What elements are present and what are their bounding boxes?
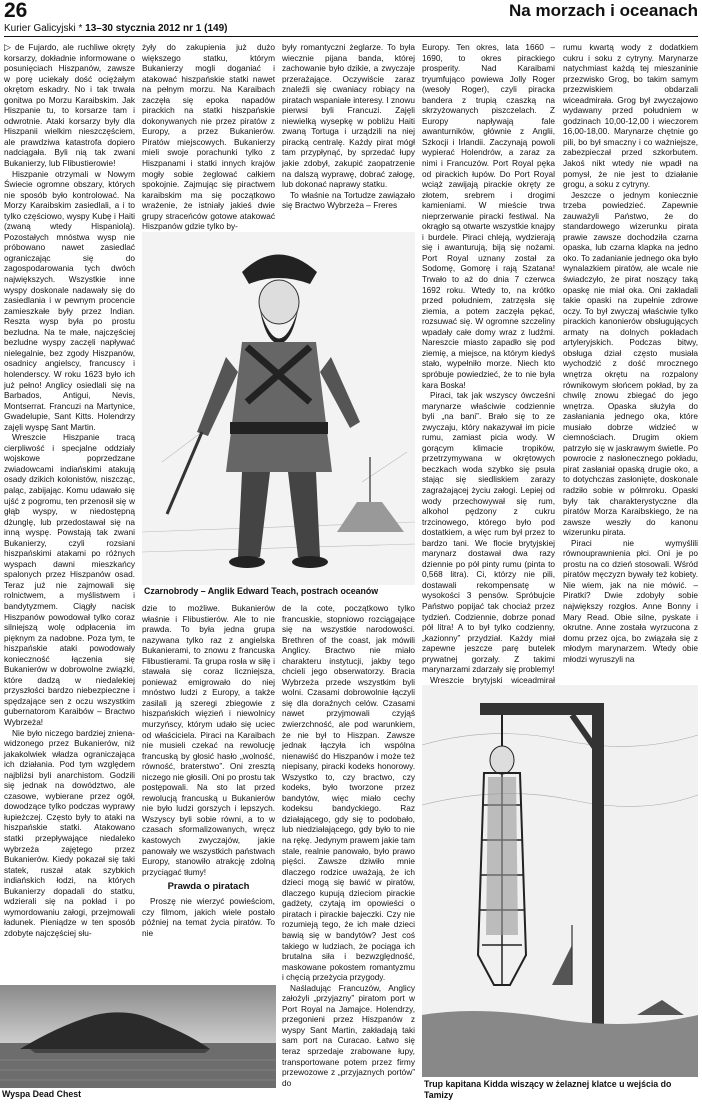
- article-paragraph: Piraci nie wymyślili równouprawnienia płci. Oni je po prostu na co dzień stosowali. Wśród piratów męczyzn bywały też kobiety. Nie wiem, jak na nie mówić. – Piratki? Dwie zdobyły sobie największy rozgłos. Anne Bonny i Mary Read. Obie silne, pyskate i okrutne. Anne została wyrzucona z domu przez ojca, bo związała się z młodym marynarzem. Wtedy obie młodzi wyruszyli na: [563, 537, 698, 664]
- publication-line: [4, 23, 227, 35]
- article-paragraph: Naśladując Francuzów, Anglicy założyli „przyjazny” piratom port w Port Royal na Jamajce. Holendrzy, przegonieni przez Hiszpanów z wyspy Sant Martin, zakładają taki sam port na Curacao. Łatwo się teraz sprzedaje zrabowane łupy, transportowane potem przez firmy przewozowe z „przyjaznych portów” do: [282, 982, 415, 1088]
- article-paragraph: dzie to możliwe. Bukanierów właśnie i Flibustierów. Ale to nie prawda. To była jedna grupa nazywana tylko raz z angielska Bukanierami, to znowu z francuska Flibustierami. Ta grupa rosła w siłę i stawała się coraz liczniejsza, ponieważ emigrowało do niej mnóstwo ludzi z Europy, a także zasilali ją szeregi zbiegowie z hiszpańskich więzień i niewolnicy murzyńscy, którym udało się uciec od właściciela. Piraci na Karaibach nie musieli czekać na rewolucję francuską by głosić hasło „wolność, równość, braterstwo”. Oni zresztą niczego nie głosili. Oni po prostu tak postępowali. Na sto lat przed rewolucją francuską u Bukanierów nie było ludzi gorszych i lepszych. Wszyscy byli sobie równi, a to w czasach sformalizowanych, wręcz kastowych zwyczajów, jakie panowały we wszystkich państwach Europy, stanowiło atrakcję zdolną przyciągać tłumy!: [142, 603, 275, 877]
- article-paragraph: żyły do zakupienia już dużo większego statku, którym Bukanierzy mogli doganiać i atakować hiszpańskie statki nawet na pełnym morzu. Na Karaibach zaczęła się epoka napadów pirackich na statki hiszpańskie dokonywanych nie przez piratów z Europy, a przez Bukanierów. Piratów miejscowych. Bukanierzy mieli swoje porachunki tylko z Hiszpanami i statki innych krajów mogły sobie żeglować całkiem spokojnie. Zajmując się piractwem karaibskim ma się początkowo wrażenie, że istniały jakieś dwie grupy straceńców gotowe atakować Hiszpanów gdzie tylko by-: [142, 42, 275, 232]
- header-rule: [4, 36, 698, 37]
- article-paragraph: [4, 42, 135, 169]
- article-paragraph: Wreszcie Hiszpanie tracą cierpliwość i specjalne oddziały wojskowe poprzedzane zwiadowcami indiańskimi atakują osady dzikich kolonistów, niszcząc, paląc, zabijając. Komu udawało się ujść z pogromu, ten przenosił się w głąb wyspy, w niedostępną dżunglę, lub przedostawał się na inną wyspę. Powstają tak zwani Bukanierzy, czyli rozsiani hiszpańskimi atakami po różnych wyspach dawni mieszkańcy spalonych przez Hiszpanów osad. Teraz już nie zajmowali się rolnictwem, a myślistwem i bandytyzmem. Ciągły nacisk Hiszpanów powodował tylko coraz silniejszą wolę odpłacenia im pięknym za nadobne. Poza tym, te hiszpańskie ataki powodowały konieczność łączenia się Bukanierów w dobrowolne związki, które dadzą w niedalekiej przyszłości bardzo niebezpieczne i spędzające sen z oczu wszystkim gubernatorom Karaibów – Bractwo Wybrzeża!: [4, 432, 135, 727]
- publication-name: Kurier Galicyjski: [4, 23, 76, 34]
- island-caption: Wyspa Dead Chest: [2, 1089, 82, 1099]
- article-column-3-bottom: [282, 603, 415, 1100]
- article-paragraph: Jeszcze o jednym koniecznie trzeba powiedzieć. Zapewnie zauważyli Państwo, że do standardowego wizerunku pirata prawie zawsze dochodziła czarna opaska, lub czarna klapka na jedno oko. To zadanianie jednego oka było wynalazkiem piratów, ale wcale nie świadczyło, że pirat noszący taką opaskę nie miał oka. Oni zakładali takie opaski na zupełnie zdrowe oczy. To był zwyczaj właściwie tylko pirackich kanonierów obsługujących armaty na dolnych pokładach artyleryjskich. Podczas bitwy, obsługa dział często musiała wychodzić z dość mrocznego wnętrza okrętu na rozpalony równikowym słońcem pokład, by za chwilę znowu zbiegać do jego wnętrza. Opaska służyła do zasłaniania jednego oka, które musiało dobrze widzieć w ciemnościach. Drugim okiem patrzyło się w jaskrawym świetle. Po powrocie z nasłonecznego pokładu, pirat zasłaniał opaską drugie oko, a to dotychczas zasłonięte, doskonale radziło sobie w półmroku. Opaski były tak charakterystyczne dla piratów Morza Karaibskiego, że na zawsze weszły do kanonu wizerunku pirata.: [563, 189, 698, 538]
- article-paragraph: Hiszpanie otrzymali w Nowym Świecie ogromne obszary, których nie sposób było kontrolować. Na Morzy Karaibskim zasiedlali, a i to tylko częściowo, wyspy Kubę i Haiti (zwaną wtedy Hispaniolą). Pozostałych mnóstwa wysp nie próbowano nawet zasiedlać ograniczając się do zagospodarowania tych dwóch największych. Wszystkie inne wyspy doskonale nadawały się do zasiedlania i w pewnym procencie zamieszkałe były przez Indian. Reszta wysp była po prostu bezludna. Na te małe, najczęściej bezludne wyspy zaczęli napływać nielegalnie, bez zgody Hiszpanów, osadnicy angielscy, francuscy i holenderscy. W roku 1623 było ich już pełno! Anglicy osiedlali się na Barbados, Antigui, Nevis, Montserrat. Francuzi na Martynice, Gwadelupie, Sant Kitts. Holendrzy zajęli wyspę Sant Martin.: [4, 168, 135, 432]
- pirate-illustration-icon: [142, 232, 415, 585]
- kidd-caption: Trup kapitana Kidda wiszący w żelaznej klatce u wejścia do Tamizy: [424, 1079, 672, 1100]
- article-column-2-bottom: [142, 603, 275, 988]
- article-paragraph: Proszę nie wierzyć powieściom, czy filmom, jakich wiele postało później na temat życia piratów. To nie: [142, 896, 275, 938]
- blackbeard-engraving: [142, 232, 415, 585]
- article-paragraph: były romantyczni żeglarze. To była wiecznie pijana banda, której zachowanie było dzikie, a zwyczaje przerażające. Oczywiście zaraz znaleźli się cwaniacy robiący na piratach wspaniałe interesy. I znowu pierwsi byli Francuzi. Zajęli niewielką wysepkę w pobliżu Haiti zwaną Tortuga i urządzili na niej piracką centralę. Każdy pirat mógł tam przypłynąć, by sprzedać łupy jakie zdobył, zakupić zaopatrzenie na dalszą wyprawę, dobrać załogę, lub dokonać naprawy statku.: [282, 42, 415, 190]
- page-number: 26: [4, 0, 28, 22]
- article-paragraph: de la cote, początkowo tylko francuskie, stopniowo rozciągające się na wszystkie narodowości. Brethren of the coast, jak mówili Anglicy. Bractwo nie miało charakteru instytucji, jakby tego chcieli jego obserwatorzy. Bracia Wybrzeża przede wszystkim byli wolni. Czasami dobrowolnie łączyli się dla doraźnych celów. Czasami nawet przyjmowali czyjąś zwierzchność, ale pod warunkiem, że nie był to Hiszpan. Zawsze jednak łączyła ich wspólna nienawiść do Hiszpanów i może też niepisany, piracki kodeks honorowy. Wszystko to, czy bractwo, czy kodeks, było tworzone przez bandytów, więc miało cechy kodeksu bandyckiego. Raz działającego, gdy się to podobało, lub niedziałającego, gdy było to nie na rękę. Jedynym prawem jakie tam stale, realnie panowało, było prawo pięści. Zawsze dziwiło mnie dlaczego rodzice uważają, że ich dzieci mogą się bawić w piratów, dlaczego kupują dzieciom pirackie gadżety, czytają im opowieści o piratach i pirackie bajeczki. Czy nie rozumieją tego, że ich małe dzieci bawią się w bandytów? Jest coś takiego w ludziach, że pociąga ich brutalna siła i bezwzględność, maskowane pokostem romantyzmu i chęcią przeżycia przygody.: [282, 603, 415, 983]
- blackbeard-caption: Czarnobrody – Anglik Edward Teach, postrach oceanów: [144, 586, 379, 596]
- article-paragraph: To właśnie na Tortudze zawiązało się Bractwo Wybrzeża – Freres: [282, 189, 415, 211]
- article-paragraph: Nie było niczego bardziej zniena- widzonego przez Bukanierów, niż jakakolwiek władza ograniczająca ich działania. Pod tym względem najbliżsi byli anarchistom. Godzili się jednak na dowództwo, ale czasowe, wybierane przez ogół, dowodzące tylko podczas wyprawy łupieżczej. Często były to ataki na hiszpańskie statki. Atakowano statki przepływające niedaleko wybrzeża zajętego przez Bukanierów. Kiedy pokazał się taki statek, ruszał atak szybkich indiańskich łodzi, na których Bukanierzy dopadali do statku, wdzierali się na pokład i po wymordowaniu załogi, przejmowali ładunek. Pieniądze w ten sposób zdobyte najczęściej słu-: [4, 727, 135, 938]
- article-paragraph: Piraci, tak jak wszyscy ówcześni marynarze właściwie codziennie byli „na bani”. Brało się to ze zwyczaju, który nakazywał im picie rumu, zamiast picia wody. W gorącym klimacie tropików, przetrzymywana w okrętowych beczkach woda szybko się psuła stając się siedliskiem zarazy zagrażającej życiu załogi. Lepiej od wody przechowywał się rum, alkohol pędzony z cukru trzcinowego, którego było pod dostatkiem, a więc rum był przez to bardzo tani. We flocie brytyjskiej marynarz dostawał dwa razy dziennie po pół pinty rumu (pinta to 0,568 litra). Ci, którzy nie pili, dostawali rekompensatę w wysokości 3 pensów. Spróbujcie Państwo popijać tak chociaż przez tydzień. Codziennie, dobrze ponad pół litra! A to był tylko codzienny, „kazionny” przydział. Każdy miał zapewne jeszcze parę butelek prywatnej gorzały. Z takimi marynarzami zdarzały się problemy!: [422, 390, 555, 675]
- subheading: Prawda o piratach: [167, 881, 250, 893]
- island-icon: [0, 985, 276, 1088]
- article-column-4: [422, 42, 555, 685]
- gibbet-icon: [422, 685, 698, 1077]
- article-column-3-top: [282, 42, 415, 232]
- paragraph-text: de Fujardo, ale ruchliwe okręty korsarzy, dokładnie informowane o posunięciach Hiszpanów, zawsze w porę uciekały dość ociężałym okrętom eskadry. No i tak trwała gonitwa po Morzu Karaibskim. Jak Hiszpanie tu, to korsarze tam i odwrotnie. Ataki korsarzy były dla Hiszpanii wielkim nieszczęściem, ale prawdziwa katastrofa dopiero nadciągała. Byli nią tak zwani Bukanierzy, lub Flibustierowie!: [4, 42, 135, 169]
- article-paragraph: Europy. Ten okres, lata 1660 – 1690, to okres pirackiego prosperity. Nad Karaibami tryumfująco powiewa Jolly Roger (wesoły Roger), czyli piracka bandera z trupią czaszką na skrzyżowanych piszczelach. Z Europy napływają fale awanturników, głównie z Anglii, Szkocji i Irlandii. Zaczynają powoli wypierać Holendrów, a zaraz za nimi i Francuzów. Port Royal pęka od pirackich łupów. Do Port Royal wciąż zawijają pirackie okręty ze złotem, srebrem i drogimi kamieniami. W mieście trwa nieprzerwanie piracki festiwal. Na okrągło są otwarte wszystkie knajpy i burdele. Piraci chleją, wydzierają się i awanturują, biją się nożami. Port Royal uznany został za Sodomę, Gomorę i rają Szatana! Trwało to aż do dnia 7 czerwca 1692 roku. Wtedy to, na krótko przed południem, zatrzęsła się ziemia, a potem zaczęła pękać, rozsuwać się. W ogromne szczeliny wpadały całe domy wraz z ludźmi. Nareszcie miasto zapadło się pod ziemię, a miejsce, na którym kiedyś stało, wypełniło morze. Niech kto spróbuje powiedzieć, że to nie była kara Boska!: [422, 42, 555, 390]
- article-column-2-top: [142, 42, 275, 232]
- continuation-arrow-icon: ▷: [4, 42, 11, 52]
- article-paragraph: Wreszcie brytyjski wiceadmirał: [430, 674, 555, 685]
- article-paragraph: rumu kwartą wody z dodatkiem cukru i soku z cytryny. Marynarze natychmiast każdą tej mieszaninie przezwisko Grog, bo takim samym przezwiskiem obdarzali wiceadmirała. Grog był zwyczajowo wydawany przed południem w godzinach 10,00-12,00 i wieczorem 16,00-18,00. Marynarze chętnie go pili, bo był smaczny i co ważniejsze, zabezpieczał przed szkorbutem. Jakoś nikt wtedy nie wpadł na pomysł, że nie jest to działanie grogu, a soku z cytryny.: [563, 42, 698, 190]
- dead-chest-island-photo: [0, 985, 276, 1088]
- article-column-1: [4, 42, 135, 980]
- section-title: Na morzach i oceanach: [509, 1, 698, 20]
- publication-separator: *: [78, 23, 83, 34]
- issue-info: 13–30 stycznia 2012 nr 1 (149): [85, 23, 228, 34]
- article-column-5: [563, 42, 698, 682]
- kidd-gibbet-engraving: [422, 685, 698, 1077]
